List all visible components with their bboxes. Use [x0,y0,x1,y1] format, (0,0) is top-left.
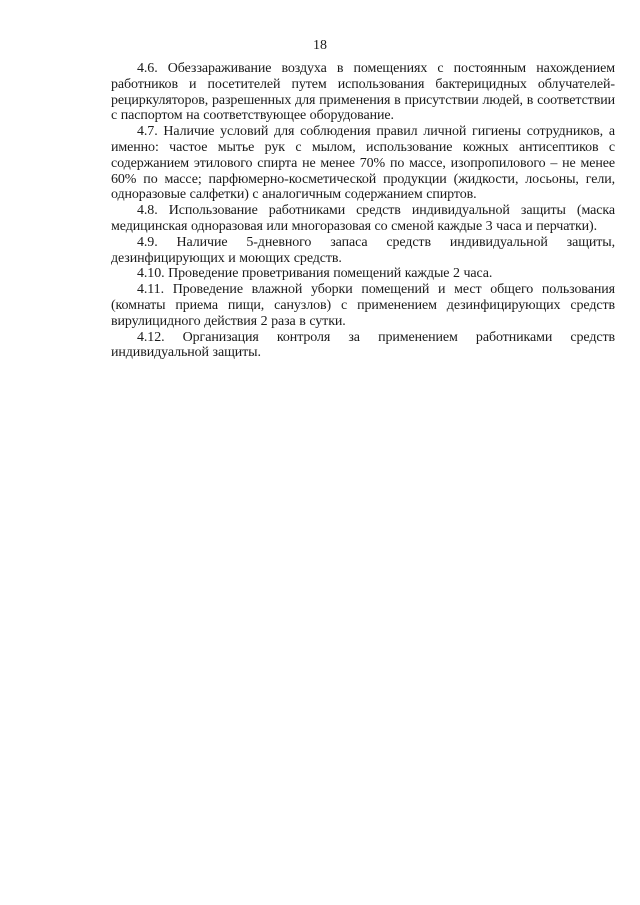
paragraph-4-11: 4.11. Проведение влажной уборки помещений и мест общего пользования (комнаты приема пищи, санузлов) с применением дезинфицирующих средств вирулицидного действия 2 раза в сутки. [111,282,615,329]
document-body [111,61,615,361]
paragraph-4-12: 4.12. Организация контроля за применением работниками средств индивидуальной защиты. [111,329,615,361]
page-number: 18 [313,38,327,53]
paragraph-4-10: 4.10. Проведение проветривания помещений каждые 2 часа. [137,266,493,282]
paragraph-4-6: 4.6. Обеззараживание воздуха в помещениях с постоянным нахождением работников и посетителей путем использования бактерицидных облучателей-рециркуляторов, разрешенных для применения в присутствии людей, в соответствии с паспортом на соответствующее оборудование. [111,61,615,124]
paragraph-4-7: 4.7. Наличие условий для соблюдения правил личной гигиены сотрудников, а именно: частое мытье рук с мылом, использование кожных антисептиков с содержанием этилового спирта не менее 70% по массе, изопропилового – не менее 60% по массе; парфюмерно-косметической продукции (жидкости, лосьоны, гели, одноразовые салфетки) с аналогичным содержанием спиртов. [111,124,615,203]
paragraph-4-9: 4.9. Наличие 5-дневного запаса средств индивидуальной защиты, дезинфицирующих и моющих средств. [111,234,615,266]
paragraph-4-8: 4.8. Использование работниками средств индивидуальной защиты (маска медицинская одноразовая или многоразовая со сменой каждые 3 часа и перчатки). [111,203,615,234]
